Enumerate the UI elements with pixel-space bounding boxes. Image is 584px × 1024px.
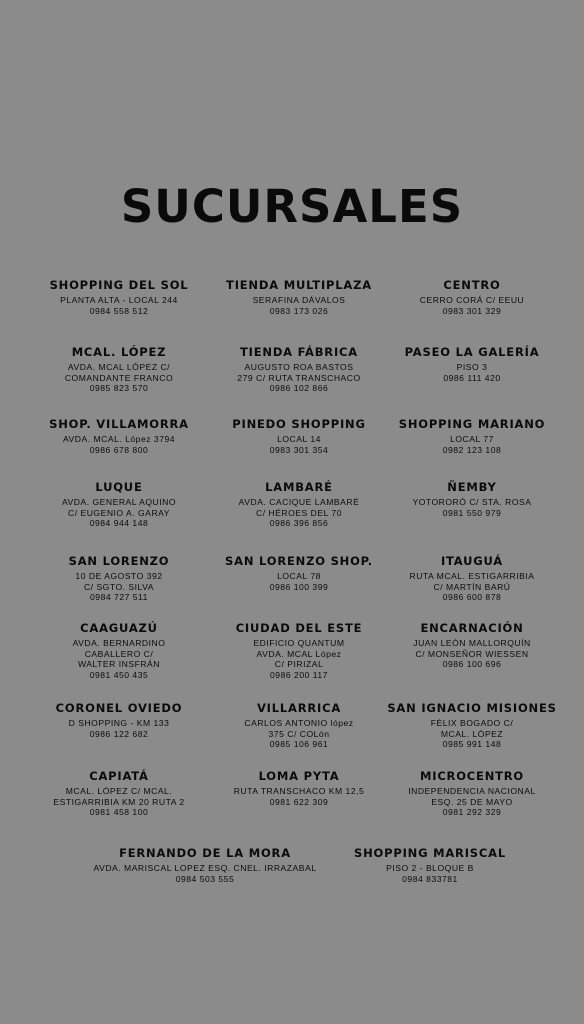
branch-card (384, 621, 560, 701)
branch-name: LOMA PYTA (258, 769, 340, 783)
branch-name: ENCARNACIÓN (420, 621, 524, 635)
branch-address-line: 279 C/ RUTA TRANSCHACO (237, 372, 361, 383)
branch-name: FERNANDO DE LA MORA (119, 846, 291, 860)
branch-card (384, 701, 560, 769)
branch-phone: 0983 301 354 (269, 444, 329, 455)
branch-card (340, 846, 520, 884)
branch-address-line: AVDA. MARISCAL LOPEZ ESQ. CNEL. IRRAZABAL (93, 863, 317, 873)
branch-address-line: CERRO CORÁ C/ EEUU (419, 295, 525, 305)
branch-card (384, 417, 560, 480)
branch-name: CAPIATÁ (89, 769, 149, 783)
branch-card (214, 769, 384, 847)
branch-name: PASEO LA GALERÍA (404, 345, 540, 359)
branches-grid (24, 278, 560, 847)
branch-name: LAMBARÉ (265, 480, 333, 494)
branch-phone: 0986 102 866 (269, 383, 329, 393)
branch-phone: 0986 100 696 (442, 659, 502, 669)
branch-phone: 0985 106 961 (269, 739, 329, 749)
branch-card (384, 480, 560, 554)
branch-phone: 0983 173 026 (269, 305, 329, 316)
branch-name: SHOP. VILLAMORRA (49, 417, 189, 431)
branch-phone: 0984 503 555 (175, 873, 235, 884)
branch-card (214, 345, 384, 417)
branch-name: ÑEMBY (447, 480, 497, 494)
branch-phone: 0981 458 100 (89, 807, 149, 817)
branch-card (214, 278, 384, 345)
branch-address-line: AUGUSTO ROA BASTOS (244, 362, 354, 372)
branch-address-line: INDEPENDENCIA NACIONAL (408, 786, 536, 796)
branch-address-line: FÉLIX BOGADO C/ (430, 718, 514, 728)
branch-address-line: C/ SGTO. SILVA (83, 581, 155, 592)
branch-phone: 0985 991 148 (442, 739, 502, 749)
branch-name: CIUDAD DEL ESTE (235, 621, 363, 635)
branch-card (384, 278, 560, 345)
branch-card (384, 554, 560, 621)
branch-phone: 0981 292 329 (442, 807, 502, 817)
branch-address-line: COMANDANTE FRANCO (64, 372, 174, 383)
branch-address-line: LOCAL 14 (277, 434, 321, 444)
branch-card (24, 554, 214, 621)
branch-phone: 0981 622 309 (269, 796, 329, 807)
branch-address-line: C/ MARTÍN BARÚ (433, 581, 511, 592)
branch-phone: 0986 111 420 (443, 372, 501, 383)
branch-address-line: C/ PIRIZAL (274, 659, 324, 669)
branch-phone: 0986 100 399 (269, 581, 329, 592)
branch-card (214, 554, 384, 621)
branch-card (24, 769, 214, 847)
branch-card (24, 621, 214, 701)
branch-name: LUQUE (95, 480, 143, 494)
branch-phone: 0986 200 117 (270, 669, 328, 680)
branch-address-line: AVDA. GENERAL AQUINO (61, 497, 177, 507)
branch-address-line: LOCAL 77 (450, 434, 494, 444)
branch-address-line: RUTA TRANSCHACO KM 12,5 (233, 786, 365, 796)
branch-name: PINEDO SHOPPING (232, 417, 366, 431)
branch-name: CAAGUAZÚ (80, 621, 158, 635)
branch-phone: 0986 600 878 (442, 592, 502, 602)
branch-phone: 0986 122 682 (89, 728, 149, 739)
branch-phone: 0982 123 108 (442, 444, 502, 455)
branch-address-line: AVDA. MCAL. López 3794 (62, 434, 176, 444)
branch-address-line: SERAFINA DÁVALOS (252, 295, 346, 305)
branch-card (214, 621, 384, 701)
branch-address-line: ESTIGARRIBIA KM 20 RUTA 2 (53, 796, 185, 807)
branch-card (24, 701, 214, 769)
branch-card (24, 417, 214, 480)
branch-phone: 0981 450 435 (89, 669, 149, 680)
branch-phone: 0985 823 570 (89, 383, 149, 393)
branch-phone: 0984 944 148 (89, 518, 149, 528)
branch-address-line: JUAN LEÓN MALLORQUÍN (413, 638, 531, 648)
branch-address-line: 375 C/ COLón (268, 728, 330, 739)
branch-address-line: D SHOPPING - KM 133 (68, 718, 170, 728)
branch-phone: 0984 833781 (402, 873, 458, 884)
branch-name: MICROCENTRO (420, 769, 524, 783)
branch-card (24, 345, 214, 417)
branch-address-line: AVDA. MCAL López (256, 648, 342, 659)
branch-card (384, 345, 560, 417)
branch-address-line: EDIFICIO QUANTUM (253, 638, 345, 648)
branch-card (80, 846, 330, 884)
branch-address-line: C/ HÉROES DEL 70 (255, 507, 342, 518)
branch-address-line: 10 DE AGOSTO 392 (75, 571, 163, 581)
branch-address-line: AVDA. MCAL LÓPEZ C/ (67, 362, 171, 372)
branch-name: ITAUGUÁ (440, 554, 504, 568)
branch-name: SHOPPING DEL SOL (49, 278, 189, 292)
branch-address-line: AVDA. BERNARDINO (72, 638, 166, 648)
branch-name: SAN LORENZO SHOP. (225, 554, 373, 568)
branch-address-line: MCAL. LÓPEZ C/ MCAL. (65, 786, 173, 796)
branch-address-line: WALTER INSFRÁN (78, 659, 160, 669)
branch-address-line: RUTA MCAL. ESTIGARRIBIA (409, 571, 535, 581)
branch-phone: 0986 678 800 (89, 444, 149, 455)
branch-name: TIENDA FÁBRICA (240, 345, 358, 359)
branch-address-line: LOCAL 78 (277, 571, 321, 581)
branch-address-line: PLANTA ALTA - LOCAL 244 (60, 295, 178, 305)
branch-name: SHOPPING MARISCAL (354, 846, 506, 860)
branch-address-line: C/ MONSEÑOR WIESSEN (415, 648, 529, 659)
branch-address-line: C/ EUGENIO A. GARAY (68, 507, 170, 518)
branch-name: SAN IGNACIO MISIONES (387, 701, 557, 715)
branch-name: TIENDA MULTIPLAZA (226, 278, 372, 292)
branch-phone: 0984 727 511 (90, 592, 148, 602)
branch-card (24, 278, 214, 345)
branch-address-line: MCAL. LÓPEZ (440, 728, 504, 739)
branch-name: SAN LORENZO (68, 554, 170, 568)
branch-address-line: ESQ. 25 DE MAYO (431, 796, 513, 807)
branch-name: SHOPPING MARIANO (398, 417, 546, 431)
branch-card (214, 701, 384, 769)
branches-last-row (80, 846, 540, 884)
branch-phone: 0983 301 329 (442, 305, 502, 316)
branch-card (214, 417, 384, 480)
branch-name: CENTRO (443, 278, 501, 292)
branch-phone: 0984 558 512 (89, 305, 149, 316)
branch-phone: 0986 396 856 (269, 518, 329, 528)
branch-address-line: CABALLERO C/ (84, 648, 154, 659)
branch-address-line: CARLOS ANTONIO lópez (244, 718, 354, 728)
branch-name: MCAL. LÓPEZ (71, 345, 167, 359)
branch-address-line: AVDA. CACIQUE LAMBARÉ (238, 497, 360, 507)
branch-card (384, 769, 560, 847)
branch-address-line: YOTORORÓ C/ STA. ROSA (412, 497, 532, 507)
branch-address-line: PISO 2 - BLOQUE B (386, 863, 474, 873)
branch-card (214, 480, 384, 554)
branch-phone: 0981 550 979 (442, 507, 502, 518)
branch-card (24, 480, 214, 554)
page-title: SUCURSALES (120, 180, 464, 233)
branch-name: VILLARRICA (256, 701, 342, 715)
branch-name: CORONEL OVIEDO (55, 701, 183, 715)
branch-address-line: PISO 3 (456, 362, 488, 372)
